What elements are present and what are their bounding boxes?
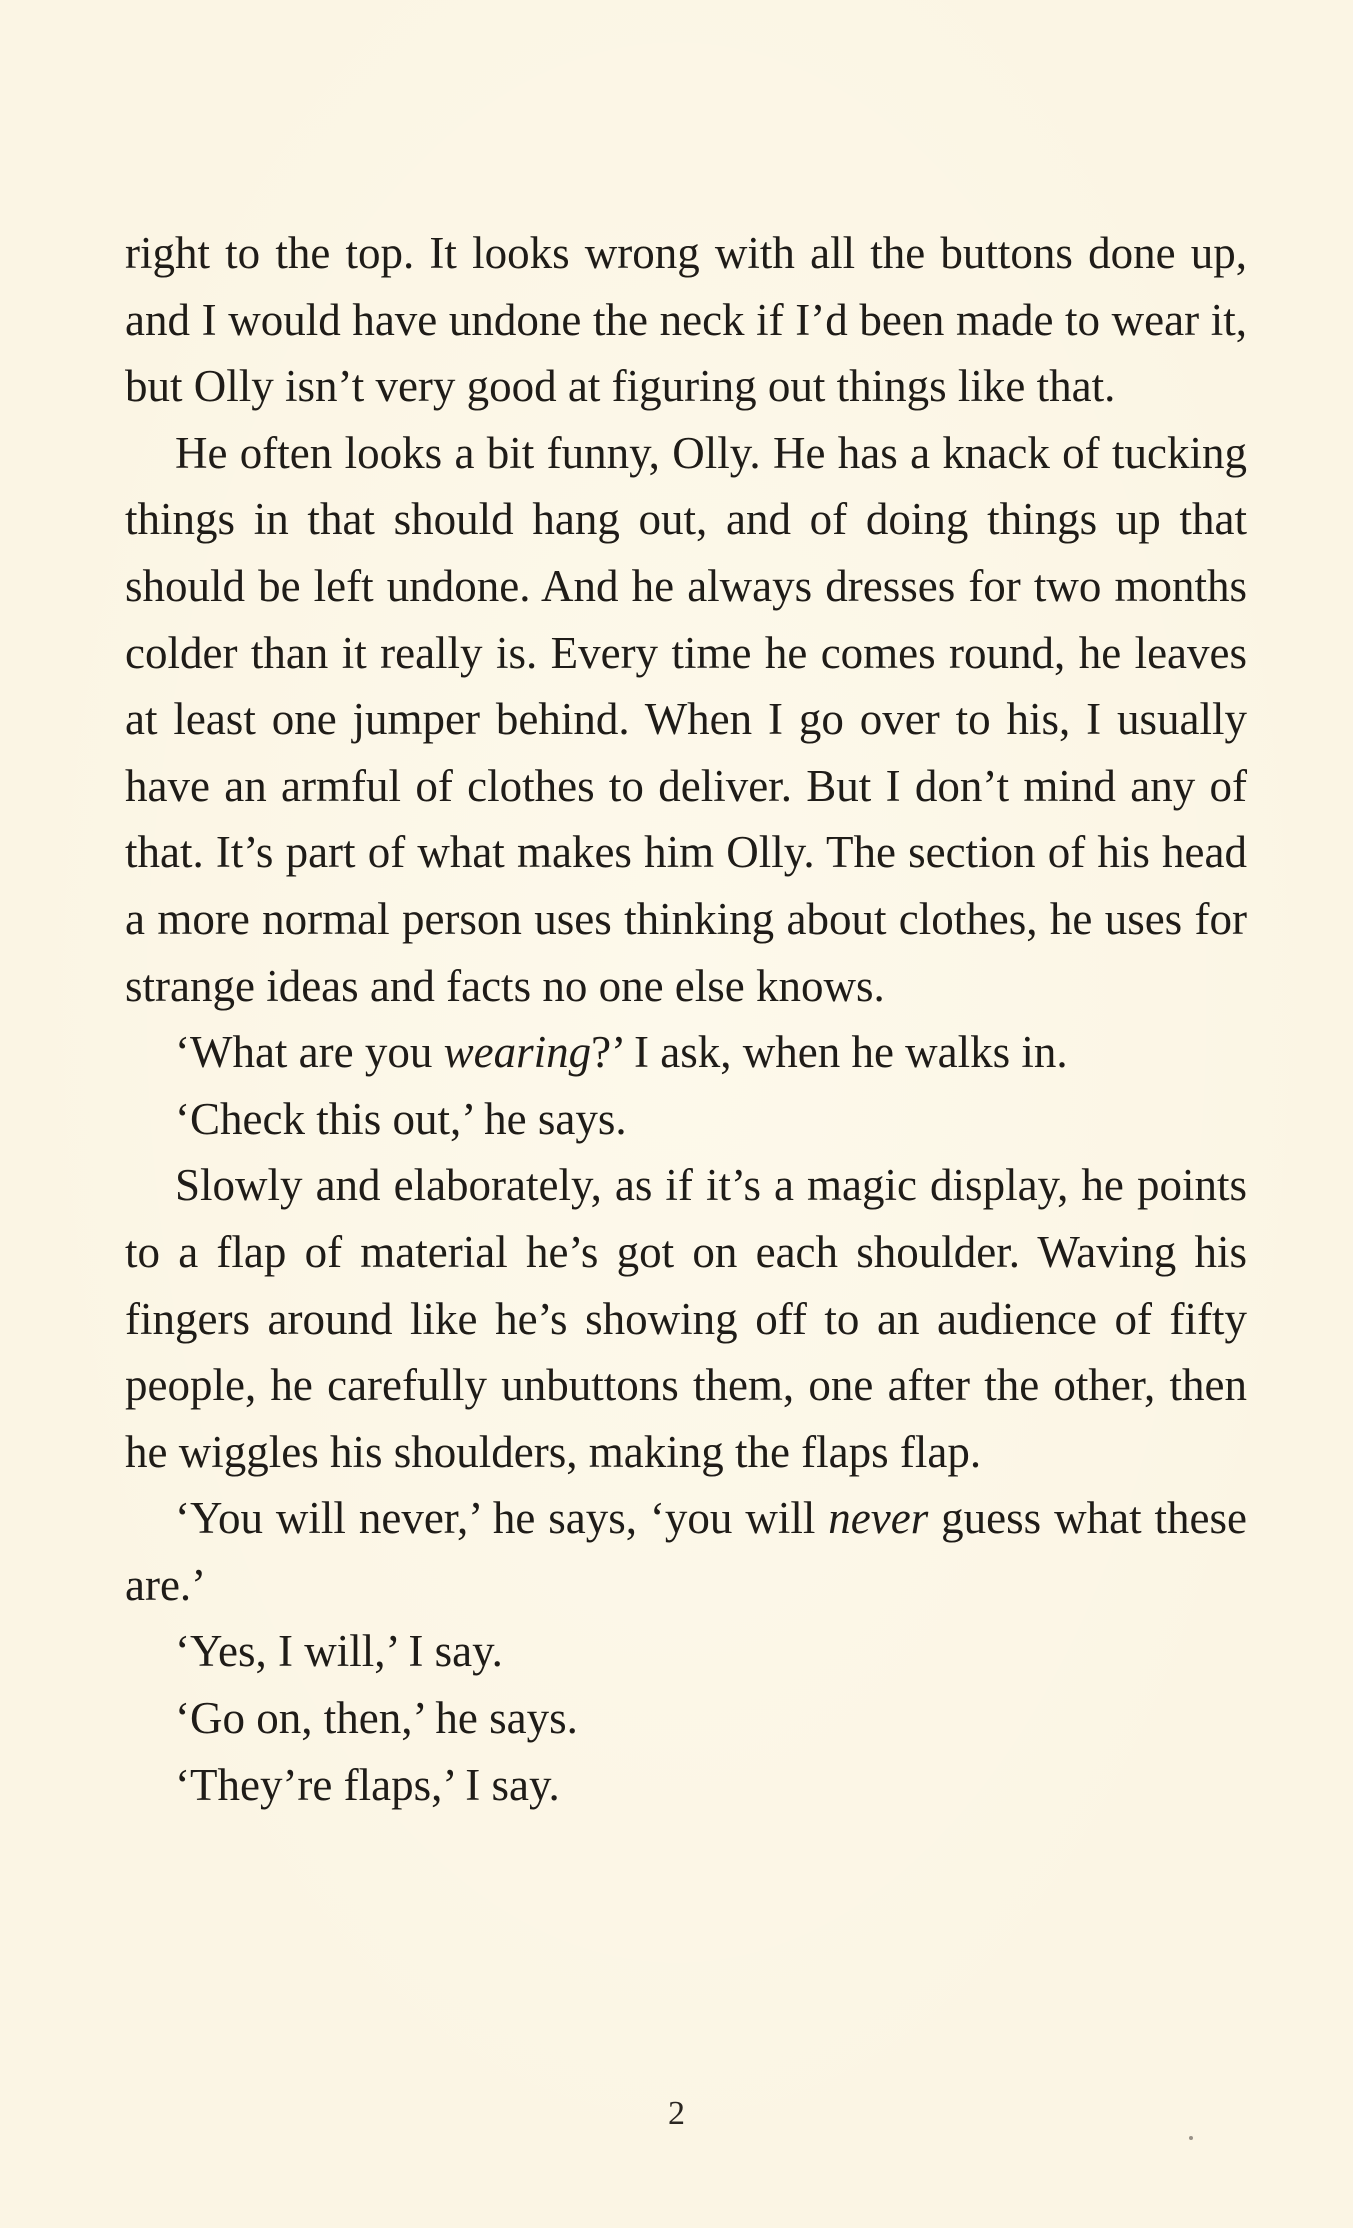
text-segment: ‘Yes, I will,’ I say. [175,1626,503,1677]
text-segment: ‘What are you [175,1027,444,1078]
body-text [125,220,1247,1818]
text-line: points to a flap of material he’s got on each shoulder. [125,1160,1247,1277]
dialogue-paragraph [125,1685,1247,1752]
dialogue-paragraph [125,1752,1247,1819]
text-line: behind. When I go over to his, I usually have an armful [125,694,1247,811]
text-line: time he comes round, he leaves at least one jumper [125,627,1247,745]
paragraph [125,420,1247,1019]
dialogue-paragraph [125,1086,1247,1153]
text-line: Slowly and elaborately, as if it’s a magic display, he [175,1160,1137,1211]
text-line: audience of fifty people, he carefully unbuttons them, [125,1293,1248,1411]
text-segment: ?’ I ask, when he walks in. [591,1027,1068,1078]
text-line: uses for strange ideas and facts no one else knows. [125,893,1248,1011]
text-line: making the flaps flap. [588,1426,982,1477]
text-line: things like that. [836,361,1116,412]
text-segment: ‘Check this out,’ he says. [175,1093,627,1144]
page-number: 2 [668,2095,685,2132]
text-line: things up that should be left undone. And he always [125,494,1247,611]
text-segment: ‘Go on, then,’ he says. [175,1693,578,1744]
dialogue-paragraph [125,1618,1247,1685]
text-line: Waving his fingers around like he’s showing off to an [125,1226,1247,1344]
text-segment: guess what these are.’ [125,1493,1247,1610]
text-segment: ‘They’re flaps,’ I say. [175,1759,560,1810]
text-line: one after the other, then he wiggles his shoulders, [125,1360,1247,1477]
text-line: made to wear it, but Olly isn’t very good at figuring out [125,294,1247,412]
text-line: right to the top. It looks wrong with all the buttons [125,228,1089,278]
dialogue-paragraph [125,1485,1247,1618]
paragraph [125,220,1247,420]
text-line: more normal person uses thinking about clothes, he [157,893,1105,944]
text-line: of clothes to deliver. But I don’t mind any of that. It’s [125,760,1247,878]
text-line: dresses for two months colder than it really is. Every [125,560,1247,678]
text-line: part of what makes him Olly. The section of his head a [125,827,1247,944]
text-line: He often looks a bit funny, Olly. He has a knack of [175,427,1113,478]
dialogue-paragraph [125,1019,1247,1086]
paper-speck [1189,2136,1193,2140]
italic-segment: wearing [443,1027,592,1078]
text-segment: ‘You will never,’ he says, ‘you will [175,1493,829,1544]
text-line: done up, and I would have undone the neck if I’d been [125,228,1247,345]
paragraph [125,1152,1247,1485]
text-line: tucking things in that should hang out, and of doing [125,427,1247,545]
italic-segment: never [828,1493,929,1544]
